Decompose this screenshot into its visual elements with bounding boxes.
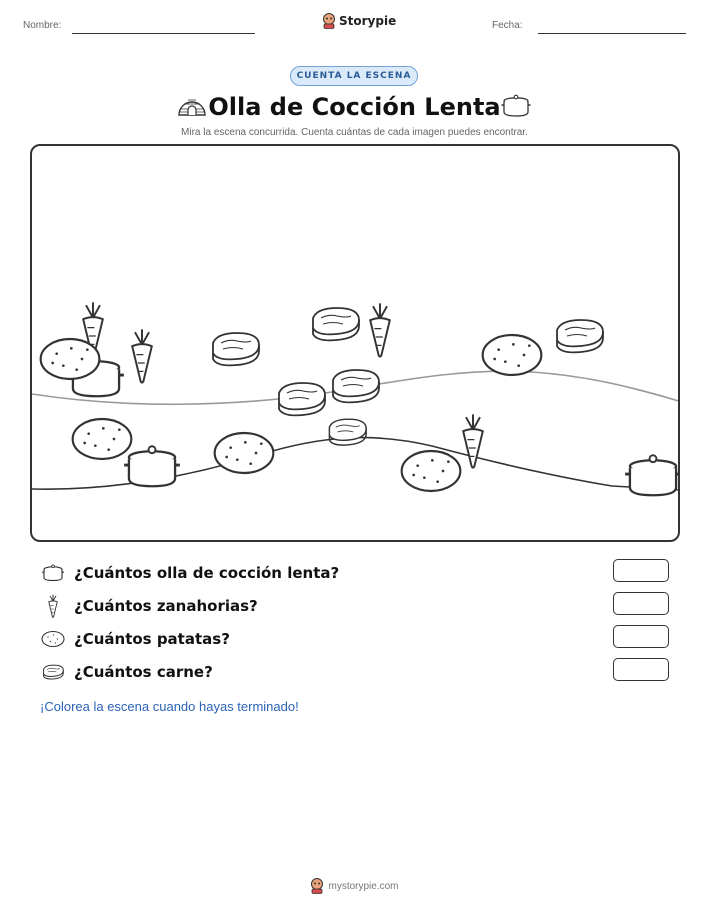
meat-icon [40, 663, 66, 681]
question-text: ¿Cuántos carne? [74, 663, 213, 681]
potato-icon [38, 334, 102, 388]
date-label: Fecha: [492, 20, 523, 31]
name-label: Nombre: [23, 20, 62, 31]
carrot-icon [366, 301, 394, 363]
question-meat [40, 660, 213, 684]
carrot-icon [40, 594, 66, 618]
potato-icon [40, 630, 66, 648]
meat-icon [324, 416, 370, 452]
question-text: ¿Cuántos patatas? [74, 630, 230, 648]
storypie-mascot-icon [310, 878, 324, 894]
meat-icon [206, 329, 264, 373]
footer [0, 878, 709, 894]
date-field[interactable] [538, 33, 686, 34]
meat-icon [326, 366, 384, 410]
instructions: Mira la escena concurrida. Cuenta cuántas de cada imagen puedes encontrar. [181, 127, 528, 138]
name-field[interactable] [72, 33, 255, 34]
potato-icon [399, 446, 463, 500]
page-title: Olla de Cocción Lenta [208, 93, 501, 121]
answer-box-slow-cooker[interactable] [613, 559, 669, 582]
meat-icon [306, 304, 364, 348]
slow-cooker-icon [500, 93, 532, 119]
counting-scene [30, 144, 680, 542]
coloring-instruction: ¡Colorea la escena cuando hayas terminado! [40, 699, 299, 714]
activity-badge: CUENTA LA ESCENA [290, 66, 418, 86]
answer-box-meat[interactable] [613, 658, 669, 681]
slow-cooker-icon [40, 563, 66, 583]
potato-icon [212, 428, 276, 482]
question-carrot [40, 594, 258, 618]
brand-name: Storypie [339, 14, 397, 28]
meat-icon [550, 316, 608, 360]
potato-icon [480, 330, 544, 384]
brand-logo [322, 13, 396, 29]
slow-cooker-icon [621, 451, 680, 505]
footer-url: mystorypie.com [328, 880, 399, 892]
question-text: ¿Cuántos zanahorias? [74, 597, 258, 615]
answer-box-carrot[interactable] [613, 592, 669, 615]
potato-icon [70, 414, 134, 468]
carrot-icon [459, 412, 487, 474]
question-potato [40, 627, 230, 651]
storypie-mascot-icon [322, 13, 336, 29]
answer-box-potato[interactable] [613, 625, 669, 648]
carrot-icon [128, 327, 156, 389]
meat-icon [272, 379, 330, 423]
question-text: ¿Cuántos olla de cocción lenta? [74, 564, 340, 582]
question-slow-cooker [40, 561, 339, 585]
